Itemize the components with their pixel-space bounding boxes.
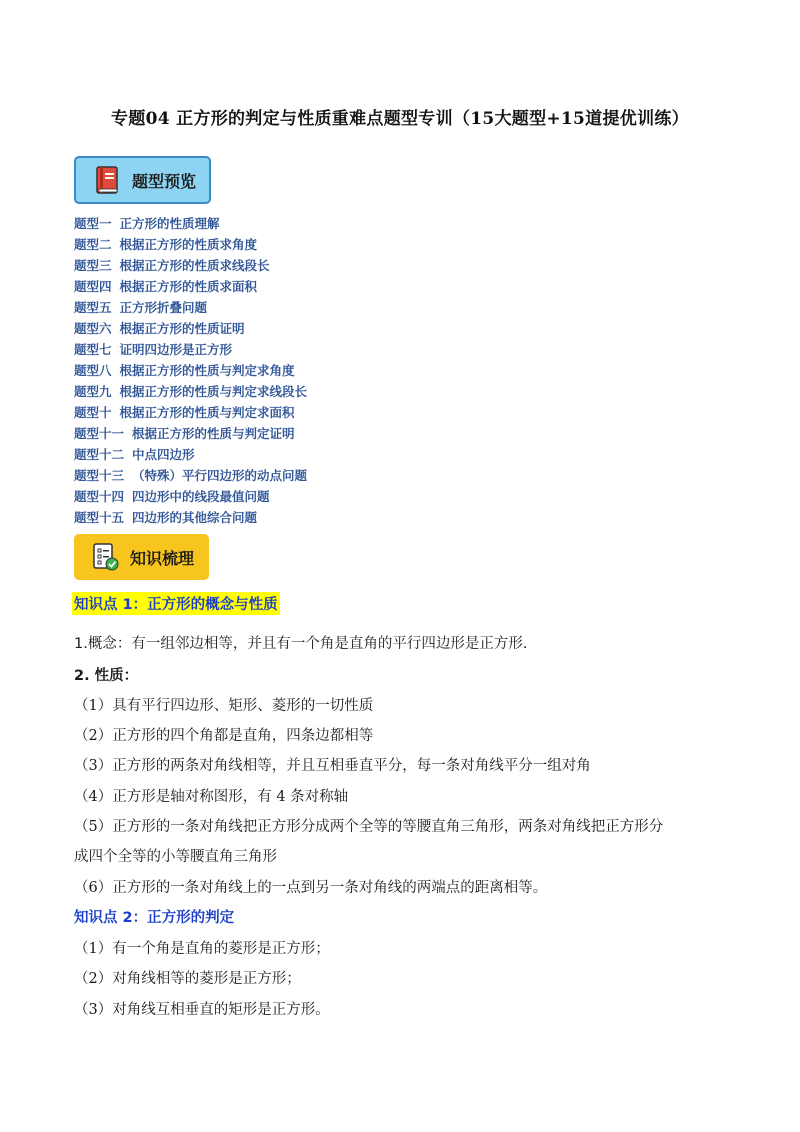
toc-item: 题型十五 四边形的其他综合问题 bbox=[74, 510, 258, 525]
preview-badge-label: 题型预览 bbox=[132, 171, 197, 191]
toc-item: 题型四 根据正方形的性质求面积 bbox=[74, 279, 258, 294]
preview-badge bbox=[74, 156, 211, 204]
toc-item: 题型二 根据正方形的性质求角度 bbox=[74, 237, 258, 252]
knowledge-badge bbox=[74, 534, 209, 580]
property-item: （5）正方形的一条对角线把正方形分成两个全等的等腰直角三角形，两条对角线把正方形分 bbox=[74, 819, 664, 835]
knowledge-point-1-heading: 知识点 1：正方形的概念与性质 bbox=[72, 592, 280, 615]
toc-item: 题型六 根据正方形的性质证明 bbox=[74, 321, 245, 336]
toc-item: 题型三 根据正方形的性质求线段长 bbox=[74, 258, 270, 273]
page-title: 专题04 正方形的判定与性质重难点题型专训（15大题型+15道提优训练） bbox=[111, 109, 689, 129]
property-item: （6）正方形的一条对角线上的一点到另一条对角线的两端点的距离相等。 bbox=[74, 880, 548, 896]
toc-item: 题型十二 中点四边形 bbox=[74, 447, 195, 462]
knowledge-badge-label: 知识梳理 bbox=[130, 548, 195, 568]
toc-item: 题型十 根据正方形的性质与判定求面积 bbox=[74, 405, 295, 420]
toc-item: 题型十三 （特殊）平行四边形的动点问题 bbox=[74, 468, 308, 483]
toc-item: 题型一 正方形的性质理解 bbox=[74, 216, 220, 231]
toc-item: 题型十四 四边形中的线段最值问题 bbox=[74, 489, 270, 504]
property-item: （3）正方形的两条对角线相等，并且互相垂直平分，每一条对角线平分一组对角 bbox=[74, 758, 591, 774]
property-item: （2）正方形的四个角都是直角，四条边都相等 bbox=[74, 728, 374, 744]
checklist-icon bbox=[88, 540, 122, 574]
criteria-item: （1）有一个角是直角的菱形是正方形； bbox=[74, 941, 330, 957]
property-item: （1）具有平行四边形、矩形、菱形的一切性质 bbox=[74, 698, 374, 714]
toc-item: 题型七 证明四边形是正方形 bbox=[74, 342, 233, 357]
toc-item: 题型十一 根据正方形的性质与判定证明 bbox=[74, 426, 295, 441]
knowledge-point-2-heading: 知识点 2：正方形的判定 bbox=[74, 910, 235, 926]
property-item: 成四个全等的小等腰直角三角形 bbox=[74, 849, 277, 865]
toc-item: 题型九 根据正方形的性质与判定求线段长 bbox=[74, 384, 308, 399]
concept-text: 1.概念：有一组邻边相等，并且有一个角是直角的平行四边形是正方形. bbox=[74, 636, 528, 652]
toc-item: 题型八 根据正方形的性质与判定求角度 bbox=[74, 363, 295, 378]
property-heading: 2. 性质： bbox=[74, 668, 139, 684]
criteria-item: （3）对角线互相垂直的矩形是正方形。 bbox=[74, 1002, 330, 1018]
criteria-item: （2）对角线相等的菱形是正方形； bbox=[74, 971, 301, 987]
toc-item: 题型五 正方形折叠问题 bbox=[74, 300, 208, 315]
property-item: （4）正方形是轴对称图形，有 4 条对称轴 bbox=[74, 789, 349, 805]
question-type-list bbox=[74, 213, 307, 528]
book-icon bbox=[90, 163, 124, 197]
